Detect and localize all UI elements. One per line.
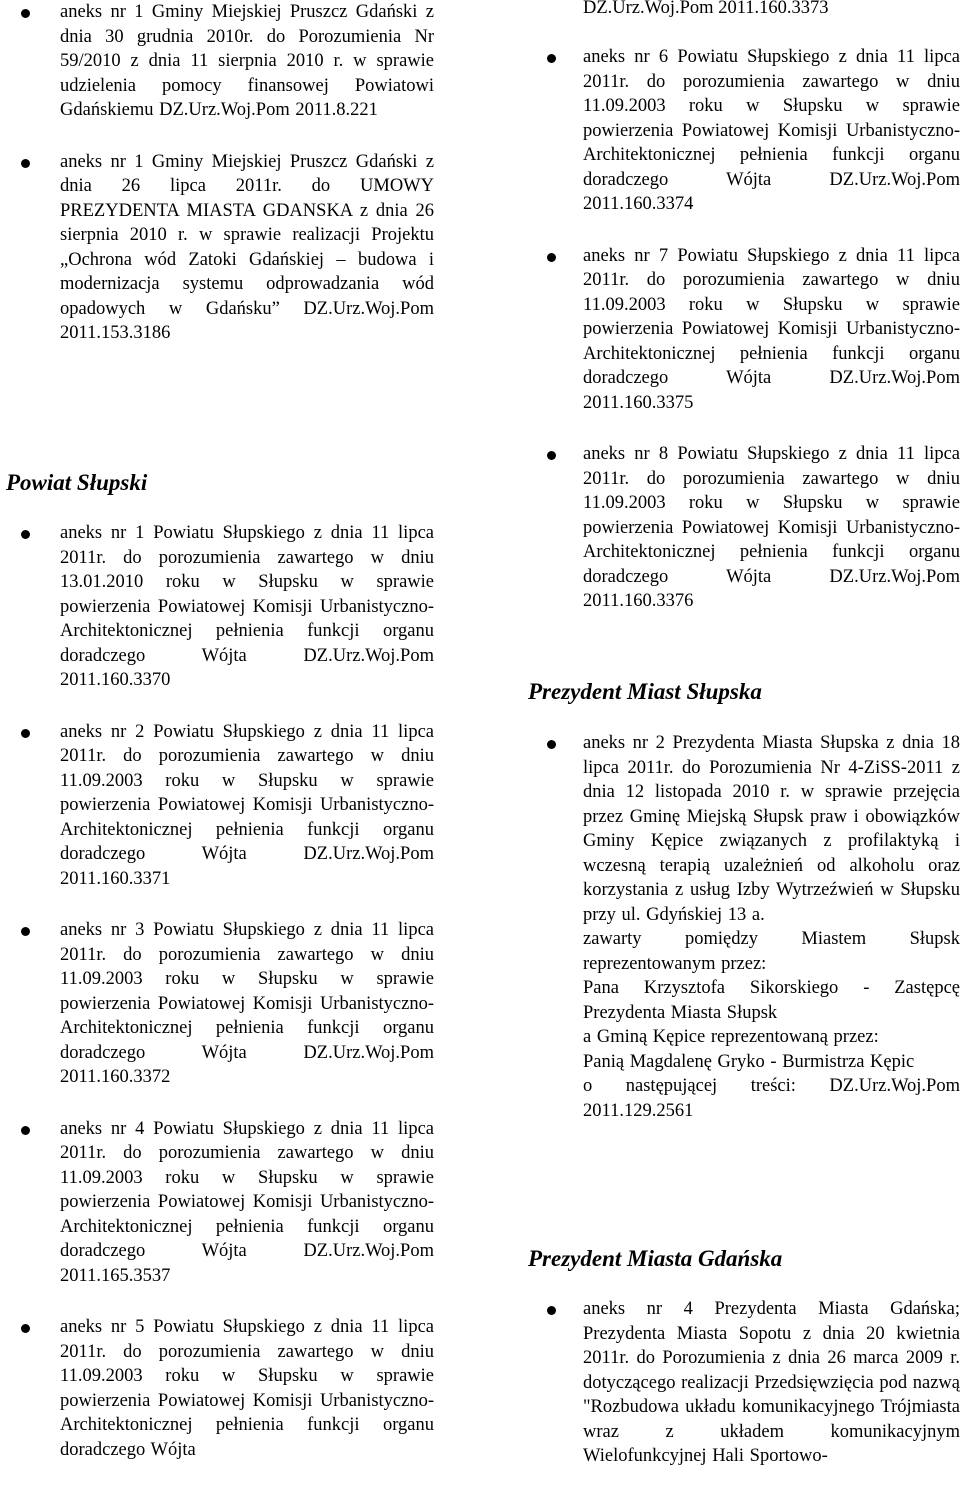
- bullet-icon: [21, 729, 30, 738]
- list-item-text: aneks nr 6 Powiatu Słupskiego z dnia 11 lipca 2011r. do porozumienia zawartego w dniu 11.09.2003 roku w Słupsku w sprawie powierzenia Powiatowej Komisji Urbanistyczno-Architektonicznej pełnienia funkcji organu doradczego Wójta DZ.Urz.Woj.Pom 2011.160.3374: [583, 47, 960, 214]
- bullet-icon: [21, 1324, 30, 1333]
- list-item-text: aneks nr 1 Gminy Miejskiej Pruszcz Gdański z dnia 26 lipca 2011r. do UMOWY PREZYDENTA MIASTA GDANSKA z dnia 26 sierpnia 2010 r. w sprawie realizacji Projektu „Ochrona wód Zatoki Gdańskiej – budowa i modernizacja systemu odprowadzania wód opadowych w Gdańsku” DZ.Urz.Woj.Pom 2011.153.3186: [60, 151, 434, 343]
- bullet-icon: [21, 9, 30, 18]
- list-item-text: aneks nr 4 Powiatu Słupskiego z dnia 11 lipca 2011r. do porozumienia zawartego w dniu 11.09.2003 roku w Słupsku w sprawie powierzenia Powiatowej Komisji Urbanistyczno-Architektonicznej pełnienia funkcji organu doradczego Wójta DZ.Urz.Woj.Pom 2011.165.3537: [60, 1118, 434, 1286]
- powiat-slupski-list: [0, 521, 434, 1462]
- list-item-text: aneks nr 2 Prezydenta Miasta Słupska z dnia 18 lipca 2011r. do Porozumienia Nr 4-ZiSS-2011 z dnia 12 listopada 2010 r. w sprawie przejęcia przez Gminę Miejską Słupsk praw i obowiązków Gminy Kępice związanych z profilaktyką i wczesną terapią uzależnień od alkoholu oraz korzystania z usług Izby Wytrzeźwień w Słupsku przy ul. Gdyńskiej 13 a.: [583, 733, 960, 925]
- section-heading-prezydent-slupska: Prezydent Miast Słupska: [528, 679, 762, 704]
- bullet-icon: [547, 1306, 556, 1315]
- prezydent-gdanska-list: [528, 1297, 960, 1469]
- list-item-text: aneks nr 8 Powiatu Słupskiego z dnia 11 lipca 2011r. do porozumienia zawartego w dniu 11.09.2003 roku w Słupsku w sprawie powierzenia Powiatowej Komisji Urbanistyczno-Architektonicznej pełnienia funkcji organu doradczego Wójta DZ.Urz.Woj.Pom 2011.160.3376: [583, 444, 960, 611]
- bullet-icon: [21, 927, 30, 936]
- list-item: [528, 244, 960, 416]
- list-item-text: aneks nr 7 Powiatu Słupskiego z dnia 11 lipca 2011r. do porozumienia zawartego w dniu 11.09.2003 roku w Słupsku w sprawie powierzenia Powiatowej Komisji Urbanistyczno-Architektonicznej pełnienia funkcji organu doradczego Wójta DZ.Urz.Woj.Pom 2011.160.3375: [583, 245, 960, 413]
- list-item: [0, 720, 434, 892]
- list-item-text: aneks nr 4 Prezydenta Miasta Gdańska; Prezydenta Miasta Sopotu z dnia 20 kwietnia 2011r. do Porozumienia z dnia 26 marca 2009 r. dotyczącego realizacji Przedsięwzięcia pod nazwą "Rozbudowa układu komunikacyjnego Trójmiasta wraz z układem komunikacyjnym Wielofunkcyjnej Hali Sportowo-: [583, 1299, 960, 1466]
- bullet-icon: [21, 1126, 30, 1135]
- list-item-text: aneks nr 5 Powiatu Słupskiego z dnia 11 lipca 2011r. do porozumienia zawartego w dniu 11.09.2003 roku w Słupsku w sprawie powierzenia Powiatowej Komisji Urbanistyczno-Architektonicznej pełnienia funkcji organu doradczego Wójta: [60, 1317, 434, 1460]
- list-item: [528, 731, 960, 1123]
- bullet-icon: [21, 159, 30, 168]
- prezydent-slupska-list: [528, 731, 960, 1150]
- section-heading-powiat-slupski: Powiat Słupski: [6, 470, 148, 495]
- bullet-icon: [547, 54, 556, 63]
- list-item: [528, 1297, 960, 1469]
- list-item: [0, 918, 434, 1090]
- list-item-text-representative: Panią Magdalenę Gryko - Burmistrza Kępic: [583, 1051, 915, 1072]
- list-item-text-party: zawarty pomiędzy Miastem Słupsk reprezentowanym przez:: [583, 929, 960, 974]
- bullet-icon: [547, 253, 556, 262]
- bullet-icon: [547, 740, 556, 749]
- list-item: [528, 45, 960, 217]
- gdansk-county-entries-list: [0, 0, 434, 373]
- continuation-reference: DZ.Urz.Woj.Pom 2011.160.3373: [583, 0, 829, 18]
- bullet-icon: [21, 530, 30, 539]
- bullet-icon: [547, 451, 556, 460]
- list-item-text: aneks nr 1 Powiatu Słupskiego z dnia 11 lipca 2011r. do porozumienia zawartego w dniu 13.01.2010 roku w Słupsku w sprawie powierzenia Powiatowej Komisji Urbanistyczno-Architektonicznej pełnienia funkcji organu doradczego Wójta DZ.Urz.Woj.Pom 2011.160.3370: [60, 523, 434, 690]
- list-item-text: aneks nr 3 Powiatu Słupskiego z dnia 11 lipca 2011r. do porozumienia zawartego w dniu 11.09.2003 roku w Słupsku w sprawie powierzenia Powiatowej Komisji Urbanistyczno-Architektonicznej pełnienia funkcji organu doradczego Wójta DZ.Urz.Woj.Pom 2011.160.3372: [60, 920, 434, 1087]
- list-item: [0, 0, 434, 123]
- list-item: [0, 521, 434, 693]
- powiat-slupski-list-continued: [528, 45, 960, 641]
- list-item: [0, 1315, 434, 1462]
- list-item: [0, 1117, 434, 1289]
- list-item-text: aneks nr 2 Powiatu Słupskiego z dnia 11 lipca 2011r. do porozumienia zawartego w dniu 11.09.2003 roku w Słupsku w sprawie powierzenia Powiatowej Komisji Urbanistyczno-Architektonicznej pełnienia funkcji organu doradczego Wójta DZ.Urz.Woj.Pom 2011.160.3371: [60, 721, 434, 889]
- list-item-text-party: a Gminą Kępice reprezentowaną przez:: [583, 1027, 879, 1047]
- list-item-text-reference: o następującej treści: DZ.Urz.Woj.Pom 2011.129.2561: [583, 1076, 960, 1121]
- list-item: [528, 442, 960, 614]
- list-item-text-representative: Pana Krzysztofa Sikorskiego - Zastępcę Prezydenta Miasta Słupsk: [583, 978, 960, 1023]
- list-item: [0, 150, 434, 346]
- list-item-text: aneks nr 1 Gminy Miejskiej Pruszcz Gdański z dnia 30 grudnia 2010r. do Porozumienia Nr 59/2010 z dnia 11 sierpnia 2010 r. w sprawie udzielenia pomocy finansowej Powiatowi Gdańskiemu DZ.Urz.Woj.Pom 2011.8.221: [60, 2, 434, 120]
- section-heading-prezydent-gdanska: Prezydent Miasta Gdańska: [528, 1246, 783, 1271]
